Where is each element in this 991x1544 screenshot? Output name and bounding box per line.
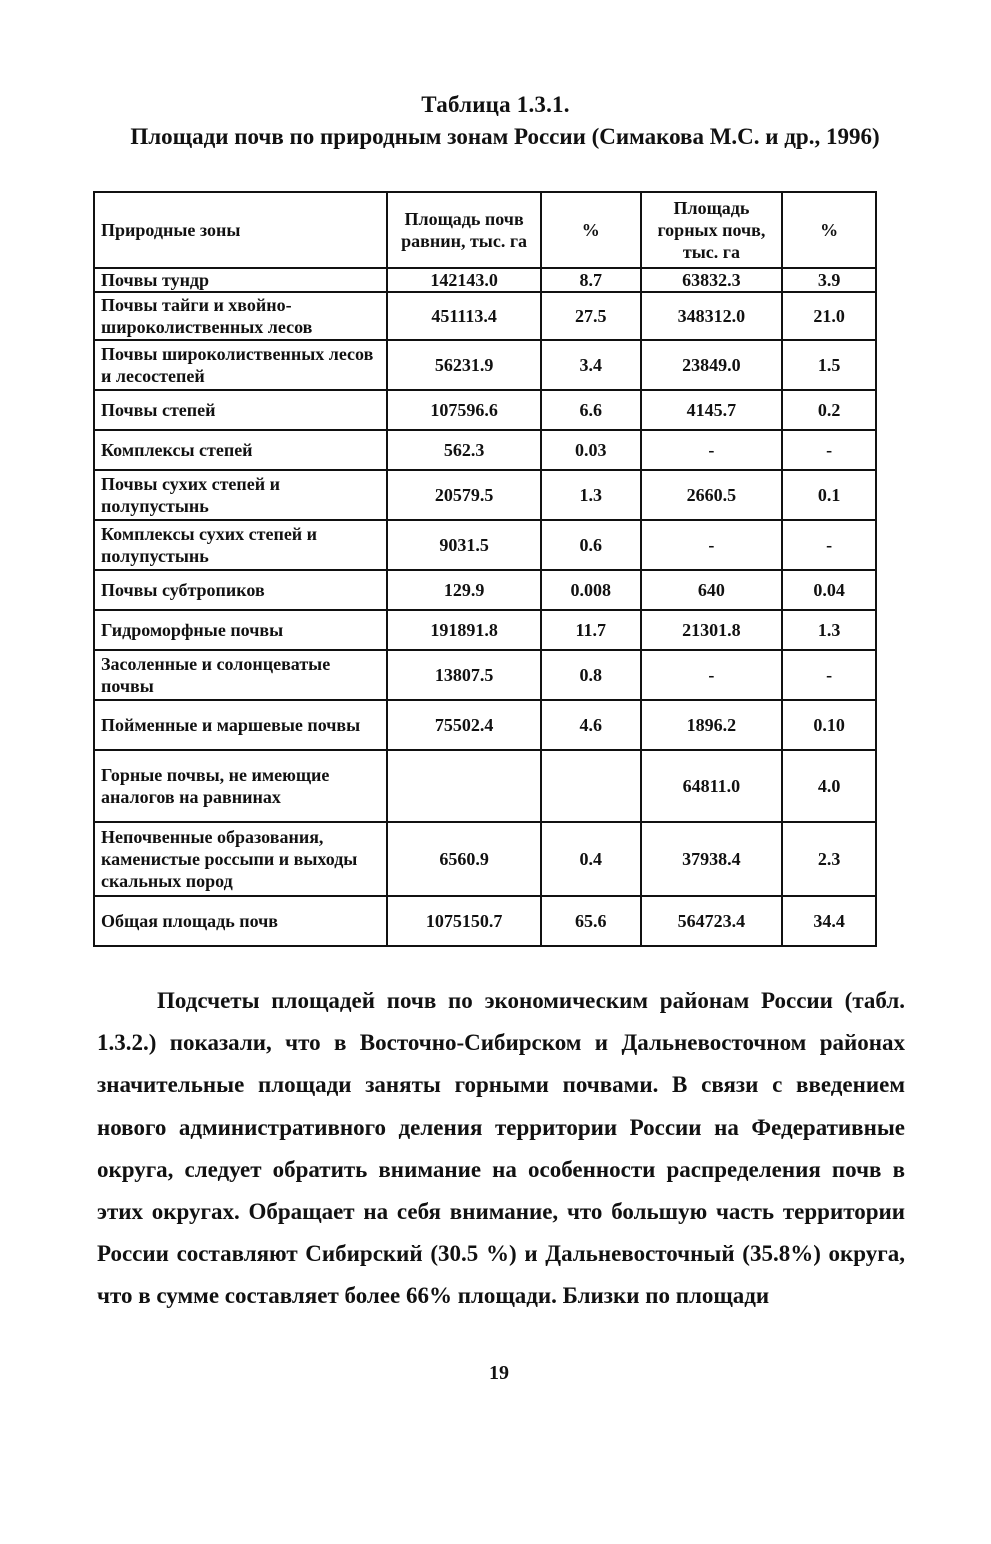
zone-cell: Засоленные и солонцеватые почвы [94,650,387,700]
plain-pct-cell: 4.6 [541,700,641,750]
mountain-area-cell: 63832.3 [641,268,783,292]
plain-pct-cell: 0.03 [541,430,641,470]
mountain-area-cell: 564723.4 [641,896,783,946]
plain-pct-cell: 0.6 [541,520,641,570]
table-row [94,520,876,570]
plain-pct-cell: 3.4 [541,340,641,390]
zone-cell: Гидроморфные почвы [94,610,387,650]
header-plain-area: Площадь почв равнин, тыс. га [387,192,541,268]
table-row [94,896,876,946]
mountain-pct-cell: 1.5 [782,340,876,390]
mountain-area-cell: 348312.0 [641,292,783,340]
mountain-area-cell: 21301.8 [641,610,783,650]
zone-cell: Почвы сухих степей и полупустынь [94,470,387,520]
soil-area-table [93,191,877,947]
mountain-pct-cell: - [782,520,876,570]
table-body [94,268,876,946]
zone-cell: Почвы степей [94,390,387,430]
mountain-area-cell: 4145.7 [641,390,783,430]
zone-cell: Общая площадь почв [94,896,387,946]
mountain-area-cell: 640 [641,570,783,610]
plain-area-cell: 56231.9 [387,340,541,390]
table-row [94,390,876,430]
plain-pct-cell: 1.3 [541,470,641,520]
mountain-pct-cell: 4.0 [782,750,876,822]
mountain-pct-cell: 21.0 [782,292,876,340]
table-row [94,700,876,750]
mountain-area-cell: - [641,520,783,570]
table-row [94,292,876,340]
plain-area-cell: 75502.4 [387,700,541,750]
mountain-pct-cell: 0.2 [782,390,876,430]
zone-cell: Почвы широколиственных лесов и лесостепей [94,340,387,390]
plain-pct-cell: 0.4 [541,822,641,896]
plain-area-cell: 129.9 [387,570,541,610]
mountain-pct-cell: 1.3 [782,610,876,650]
plain-pct-cell: 65.6 [541,896,641,946]
plain-area-cell: 20579.5 [387,470,541,520]
plain-area-cell: 562.3 [387,430,541,470]
table-row [94,822,876,896]
mountain-pct-cell: 2.3 [782,822,876,896]
table-row [94,570,876,610]
zone-cell: Комплексы сухих степей и полупустынь [94,520,387,570]
plain-area-cell: 191891.8 [387,610,541,650]
table-number: Таблица 1.3.1. [421,92,570,117]
zone-cell: Почвы тундр [94,268,387,292]
mountain-pct-cell: 0.10 [782,700,876,750]
mountain-area-cell: 1896.2 [641,700,783,750]
table-row [94,610,876,650]
table-row [94,340,876,390]
zone-cell: Почвы субтропиков [94,570,387,610]
plain-area-cell: 451113.4 [387,292,541,340]
mountain-area-cell: 2660.5 [641,470,783,520]
mountain-pct-cell: - [782,650,876,700]
zone-cell: Непочвенные образования, каменистые россыпи и выходы скальных пород [94,822,387,896]
mountain-area-cell: - [641,430,783,470]
header-mountain-area: Площадь горных почв, тыс. га [641,192,783,268]
mountain-area-cell: - [641,650,783,700]
plain-pct-cell: 6.6 [541,390,641,430]
table-title: Площади почв по природным зонам России (Симакова М.С. и др., 1996) [130,124,880,149]
table-row [94,470,876,520]
page-number: 19 [489,1362,509,1384]
paragraph: Подсчеты площадей почв по экономическим районам России (табл. 1.3.2.) показали, что в Восточно-Сибирском и Дальневосточном районах значительные площади заняты горными почвами. В связи с введением нового административного деления территории России на Федеративные округа, следует обратить внимание на особенности распределения почв в этих округах. Обращает на себя внимание, что большую часть территории России составляют Сибирский (30.5 %) и Дальневосточный (35.8%) округа, что в сумме составляет более 66% площади. Близки по площади [97,988,905,1309]
table-row [94,750,876,822]
plain-area-cell: 6560.9 [387,822,541,896]
mountain-pct-cell: 0.04 [782,570,876,610]
plain-pct-cell: 0.8 [541,650,641,700]
plain-area-cell: 1075150.7 [387,896,541,946]
mountain-area-cell: 23849.0 [641,340,783,390]
plain-area-cell: 9031.5 [387,520,541,570]
mountain-area-cell: 64811.0 [641,750,783,822]
mountain-pct-cell: 0.1 [782,470,876,520]
mountain-pct-cell: 34.4 [782,896,876,946]
zone-cell: Пойменные и маршевые почвы [94,700,387,750]
plain-pct-cell: 11.7 [541,610,641,650]
header-plain-pct: % [541,192,641,268]
body-text [97,980,905,1318]
table-row [94,430,876,470]
mountain-pct-cell: 3.9 [782,268,876,292]
header-mountain-pct: % [782,192,876,268]
mountain-area-cell: 37938.4 [641,822,783,896]
header-zone: Природные зоны [94,192,387,268]
zone-cell: Горные почвы, не имеющие аналогов на равнинах [94,750,387,822]
plain-pct-cell [541,750,641,822]
plain-pct-cell: 8.7 [541,268,641,292]
plain-area-cell [387,750,541,822]
mountain-pct-cell: - [782,430,876,470]
plain-pct-cell: 27.5 [541,292,641,340]
table-row [94,650,876,700]
plain-area-cell: 142143.0 [387,268,541,292]
table-row [94,268,876,292]
zone-cell: Комплексы степей [94,430,387,470]
plain-area-cell: 107596.6 [387,390,541,430]
plain-pct-cell: 0.008 [541,570,641,610]
plain-area-cell: 13807.5 [387,650,541,700]
table-header-row [94,192,876,268]
zone-cell: Почвы тайги и хвойно-широколиственных лесов [94,292,387,340]
